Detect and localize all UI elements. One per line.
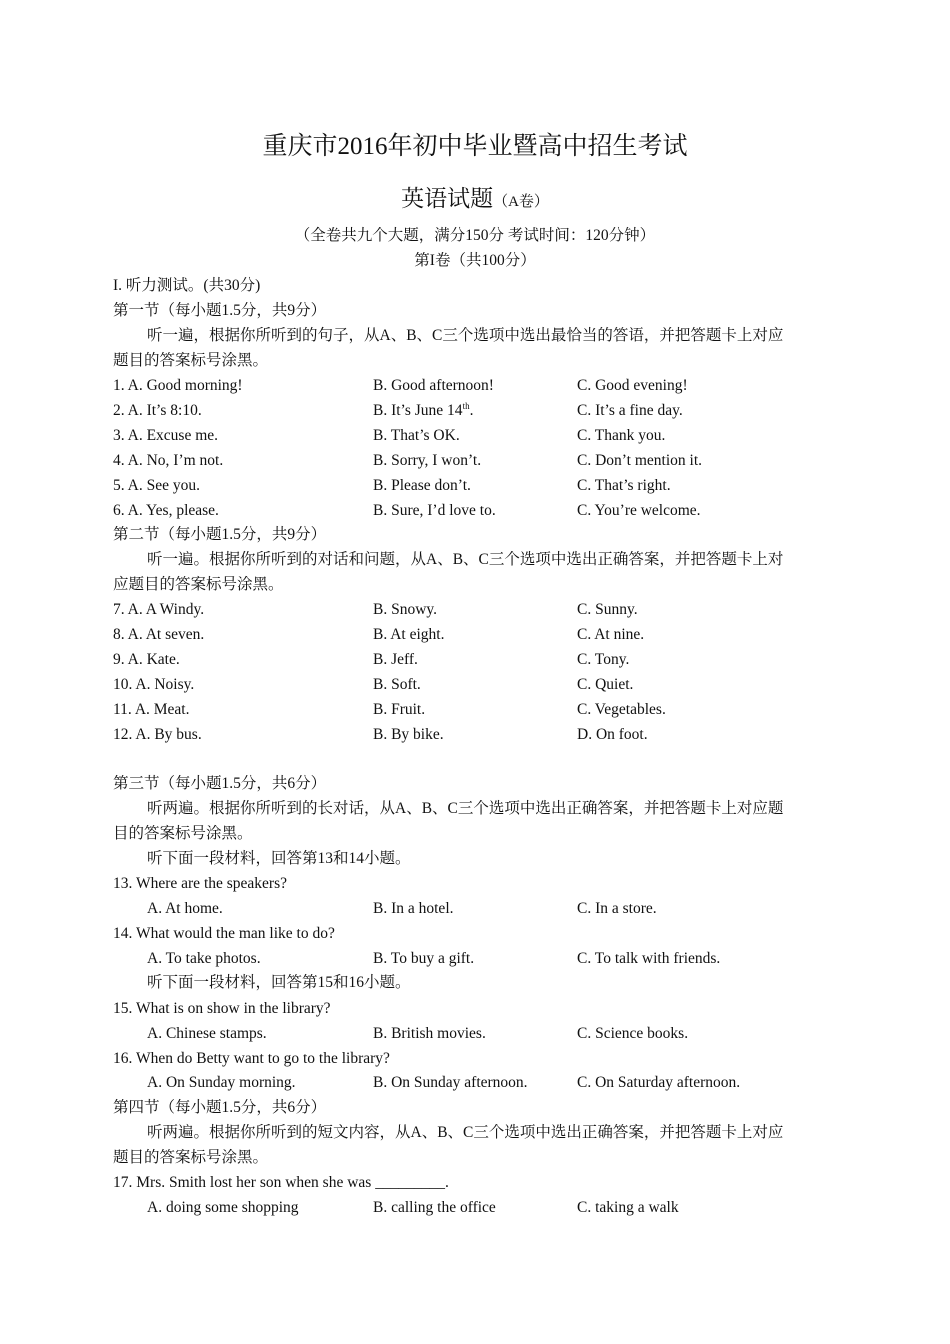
option-c: C. Thank you. [577,427,666,444]
part1-heading: I. 听力测试。(共30分) [113,277,261,294]
section1-instruction-1: 听一遍，根据你所听到的句子，从A、B、C三个选项中选出最恰当的答语，并把答题卡上对应 [147,327,784,344]
option-c: D. On foot. [577,726,648,743]
option-b: B. That’s OK. [373,427,460,444]
option-a: 7. A. A Windy. [113,601,205,618]
section1-heading: 第一节（每小题1.5分，共9分） [113,302,327,319]
option-a: A. To take photos. [147,950,261,967]
option-c: C. Science books. [577,1025,689,1042]
option-a: A. At home. [147,900,223,917]
option-b-end: . [469,402,474,419]
section4-instruction-1: 听两遍。根据你所听到的短文内容，从A、B、C三个选项中选出正确答案，并把答题卡上对应 [147,1124,784,1141]
ordinal-suffix: th [462,400,470,411]
question-stem: 17. Mrs. Smith lost her son when she was _________. [113,1174,449,1191]
section4-instruction-2: 题目的答案标号涂黑。 [113,1149,269,1166]
option-b: B. Jeff. [373,651,418,668]
material-note-1: 听下面一段材料，回答第13和14小题。 [147,850,411,867]
subtitle-text: 英语试题 [401,186,494,211]
section1-instruction-2: 题目的答案标号涂黑。 [113,352,269,369]
option-b-text: B. It’s June 14 [373,402,463,419]
option-c: C. To talk with friends. [577,950,721,967]
option-b: B. In a hotel. [373,900,454,917]
option-c: C. Quiet. [577,676,634,693]
option-b: B. British movies. [373,1025,486,1042]
section2-instruction-2: 应题目的答案标号涂黑。 [113,576,284,593]
question-stem: 14. What would the man like to do? [113,925,335,942]
option-a: A. Chinese stamps. [147,1025,267,1042]
option-b: B. Snowy. [373,601,438,618]
option-a: 9. A. Kate. [113,651,180,668]
option-c: C. taking a walk [577,1199,679,1216]
section3-heading: 第三节（每小题1.5分，共6分） [113,775,327,792]
option-a: 5. A. See you. [113,477,200,494]
option-a: 4. A. No, I’m not. [113,452,224,469]
question-stem: 13. Where are the speakers? [113,875,287,892]
option-a: 1. A. Good morning! [113,377,243,394]
option-a: 10. A. Noisy. [113,676,195,693]
section4-heading: 第四节（每小题1.5分，共6分） [113,1099,327,1116]
question-stem: 15. What is on show in the library? [113,1000,331,1017]
option-b [373,398,473,423]
option-c: C. Tony. [577,651,630,668]
option-b: B. Soft. [373,676,421,693]
option-a: 11. A. Meat. [113,701,190,718]
exam-title: 重庆市2016年初中毕业暨高中招生考试 [262,133,688,160]
option-c: C. It’s a fine day. [577,402,683,419]
option-a: 6. A. Yes, please. [113,502,219,519]
section2-instruction-1: 听一遍。根据你所听到的对话和问题，从A、B、C三个选项中选出正确答案，并把答题卡上对 [147,551,784,568]
option-a: A. On Sunday morning. [147,1074,296,1091]
section2-heading: 第二节（每小题1.5分，共9分） [113,526,327,543]
exam-info: （全卷共九个大题，满分150分 考试时间：120分钟） [294,227,656,244]
volume-heading: 第I卷（共100分） [414,252,536,269]
section3-instruction-1: 听两遍。根据你所听到的长对话，从A、B、C三个选项中选出正确答案，并把答题卡上对应题 [147,800,784,817]
option-b: B. Good afternoon! [373,377,494,394]
option-a: 8. A. At seven. [113,626,205,643]
option-b: B. At eight. [373,626,445,643]
section3-instruction-2: 目的答案标号涂黑。 [113,825,253,842]
option-b: B. To buy a gift. [373,950,475,967]
option-b: B. Please don’t. [373,477,471,494]
option-c: C. Sunny. [577,601,638,618]
material-note-2: 听下面一段材料，回答第15和16小题。 [147,974,411,991]
option-c: C. Vegetables. [577,701,666,718]
option-b: B. Fruit. [373,701,426,718]
option-b: B. Sure, I’d love to. [373,502,496,519]
option-b: B. On Sunday afternoon. [373,1074,528,1091]
option-a: 12. A. By bus. [113,726,202,743]
option-a: 2. A. It’s 8:10. [113,402,202,419]
option-c: C. Good evening! [577,377,688,394]
option-c: C. At nine. [577,626,645,643]
exam-subtitle [0,183,950,218]
option-a: 3. A. Excuse me. [113,427,219,444]
option-b: B. Sorry, I won’t. [373,452,482,469]
question-stem: 16. When do Betty want to go to the library? [113,1050,390,1067]
option-c: C. You’re welcome. [577,502,701,519]
option-c: C. On Saturday afternoon. [577,1074,741,1091]
option-b: B. By bike. [373,726,444,743]
option-a: A. doing some shopping [147,1199,299,1216]
option-c: C. Don’t mention it. [577,452,703,469]
option-b: B. calling the office [373,1199,496,1216]
option-c: C. That’s right. [577,477,671,494]
subtitle-note: （A卷） [493,194,549,210]
option-c: C. In a store. [577,900,657,917]
